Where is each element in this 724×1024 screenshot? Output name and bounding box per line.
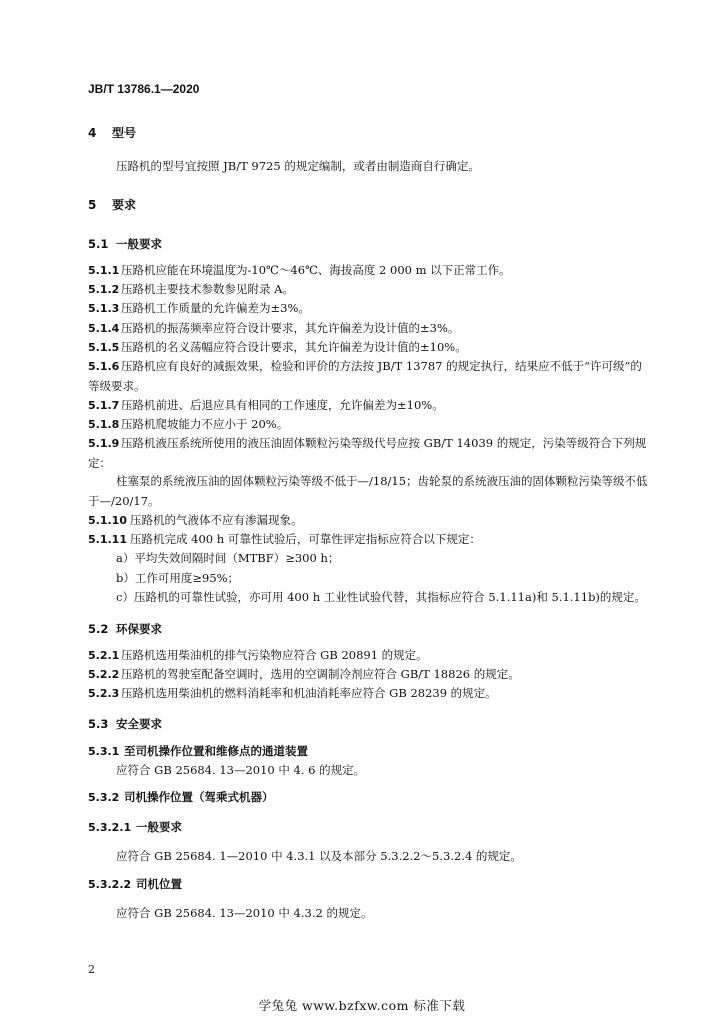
clause-text: 压路机的振荡频率应符合设计要求，其允许偏差为设计值的±3%。 xyxy=(121,321,460,335)
clause-5-1-2 xyxy=(88,280,648,300)
subsection-number: 5.2 xyxy=(88,622,109,636)
clause-number: 5.2.1 xyxy=(88,649,120,662)
subsection-title: 环保要求 xyxy=(116,622,162,636)
clause-5-2-2 xyxy=(88,665,648,685)
clause-number: 5.1.2 xyxy=(88,283,120,296)
clause-number: 5.1.7 xyxy=(88,399,120,412)
clause-5-1-6 xyxy=(88,357,648,396)
clause-number: 5.3.1 xyxy=(88,745,120,758)
section-5-heading xyxy=(88,196,136,213)
subsection-number: 5.1 xyxy=(88,237,109,251)
subsection-title: 一般要求 xyxy=(116,237,162,251)
clause-5-2-3 xyxy=(88,684,648,704)
clause-number: 5.1.6 xyxy=(88,360,120,373)
clause-5-1-8 xyxy=(88,415,648,435)
clause-number: 5.1.11 xyxy=(88,533,127,546)
clause-5-1-7 xyxy=(88,396,648,416)
clause-number: 5.1.8 xyxy=(88,418,120,431)
clause-5-3-2-heading xyxy=(88,788,648,808)
clause-5-3-1-heading xyxy=(88,742,648,762)
clause-5-1-10 xyxy=(88,511,648,531)
clause-title: 司机操作位置（驾乘式机器） xyxy=(124,790,274,804)
clause-text: 压路机爬坡能力不应小于 20%。 xyxy=(121,417,289,431)
clause-text: 压路机的名义荡幅应符合设计要求，其允许偏差为设计值的±10%。 xyxy=(121,340,467,354)
clause-5-2-1 xyxy=(88,646,648,666)
clause-number: 5.1.9 xyxy=(88,437,120,450)
subsection-number: 5.3 xyxy=(88,717,109,731)
section-4-heading xyxy=(88,124,136,141)
page-number: 2 xyxy=(88,963,95,976)
clause-title: 至司机操作位置和维修点的通道装置 xyxy=(124,744,308,758)
clause-number: 5.1.5 xyxy=(88,341,120,354)
watermark-text: 学兔兔 www.bzfxw.com 标准下载 xyxy=(258,998,466,1013)
clause-title: 一般要求 xyxy=(136,820,182,834)
clause-text: 压路机前进、后退应具有相同的工作速度，允许偏差为±10%。 xyxy=(121,398,444,412)
subsection-title: 安全要求 xyxy=(116,717,162,731)
standard-code: JB/T 13786.1—2020 xyxy=(88,82,200,96)
section-title: 要求 xyxy=(112,198,137,212)
clause-text: 压路机选用柴油机的燃料消耗率和机油消耗率应符合 GB 28239 的规定。 xyxy=(121,686,497,700)
clause-5-1-5 xyxy=(88,338,648,358)
clause-number: 5.3.2.2 xyxy=(88,878,132,891)
section-title: 型号 xyxy=(112,126,137,140)
clause-title: 司机位置 xyxy=(136,877,182,891)
clause-number: 5.1.1 xyxy=(88,264,120,277)
section-number: 5 xyxy=(88,198,97,212)
subsection-5-2-heading xyxy=(88,621,162,637)
clause-5-1-11 xyxy=(88,530,648,550)
clause-number: 5.1.3 xyxy=(88,302,120,315)
clause-5-1-1 xyxy=(88,261,648,281)
clause-5-1-9 xyxy=(88,434,648,473)
list-item-a: a）平均失效间隔时间（MTBF）≥300 h； xyxy=(116,551,340,565)
subsection-5-3-heading xyxy=(88,716,162,732)
clause-5-1-4 xyxy=(88,319,648,339)
section-number: 4 xyxy=(88,126,97,140)
clause-5-3-2-1-heading xyxy=(88,818,648,838)
clause-number: 5.2.3 xyxy=(88,687,120,700)
clause-text: 压路机工作质量的允许偏差为±3%。 xyxy=(121,301,310,315)
clause-text: 压路机应能在环境温度为-10℃～46℃、海拔高度 2 000 m 以下正常工作。 xyxy=(121,263,511,277)
clause-number: 5.2.2 xyxy=(88,668,120,681)
clause-text: 压路机应有良好的减振效果，检验和评价的方法按 JB/T 13787 的规定执行，结果应不低于“许可级”的等级要求。 xyxy=(88,359,642,393)
clause-text: 压路机完成 400 h 可靠性试验后，可靠性评定指标应符合以下规定： xyxy=(130,532,481,546)
clause-number: 5.3.2 xyxy=(88,791,120,804)
subsection-5-1-heading xyxy=(88,236,162,252)
clause-5-1-9-requirement: 柱塞泵的系统液压油的固体颗粒污染等级不低于—/18/15；齿轮泵的系统液压油的固体颗粒污染等级不低于—/20/17。 xyxy=(88,474,648,508)
list-item-c: c）压路机的可靠性试验，亦可用 400 h 工业性试验代替，其指标应符合 5.1.11a)和 5.1.11b)的规定。 xyxy=(116,590,646,604)
clause-5-3-1-text: 应符合 GB 25684. 13—2010 中 4. 6 的规定。 xyxy=(116,763,366,777)
clause-number: 5.1.4 xyxy=(88,322,120,335)
clause-text: 压路机选用柴油机的排气污染物应符合 GB 20891 的规定。 xyxy=(121,648,428,662)
clause-number: 5.1.10 xyxy=(88,514,127,527)
list-item-b: b）工作可用度≥95%； xyxy=(116,571,240,585)
clause-text: 压路机的驾驶室配备空调时，选用的空调制冷剂应符合 GB/T 18826 的规定。 xyxy=(121,667,520,681)
section-4-text: 压路机的型号宜按照 JB/T 9725 的规定编制，或者由制造商自行确定。 xyxy=(116,159,480,173)
clause-text: 压路机的气液体不应有渗漏现象。 xyxy=(130,513,303,527)
clause-number: 5.3.2.1 xyxy=(88,821,132,834)
clause-5-1-3 xyxy=(88,299,648,319)
clause-text: 压路机液压系统所使用的液压油固体颗粒污染等级代号应按 GB/T 14039 的规定，污染等级符合下列规定： xyxy=(88,436,647,470)
clause-5-3-2-2-heading xyxy=(88,875,648,895)
clause-5-3-2-1-text: 应符合 GB 25684. 1—2010 中 4.3.1 以及本部分 5.3.2.2～5.3.2.4 的规定。 xyxy=(116,849,522,863)
clause-text: 压路机主要技术参数参见附录 A。 xyxy=(121,282,294,296)
clause-5-3-2-2-text: 应符合 GB 25684. 13—2010 中 4.3.2 的规定。 xyxy=(116,906,373,920)
